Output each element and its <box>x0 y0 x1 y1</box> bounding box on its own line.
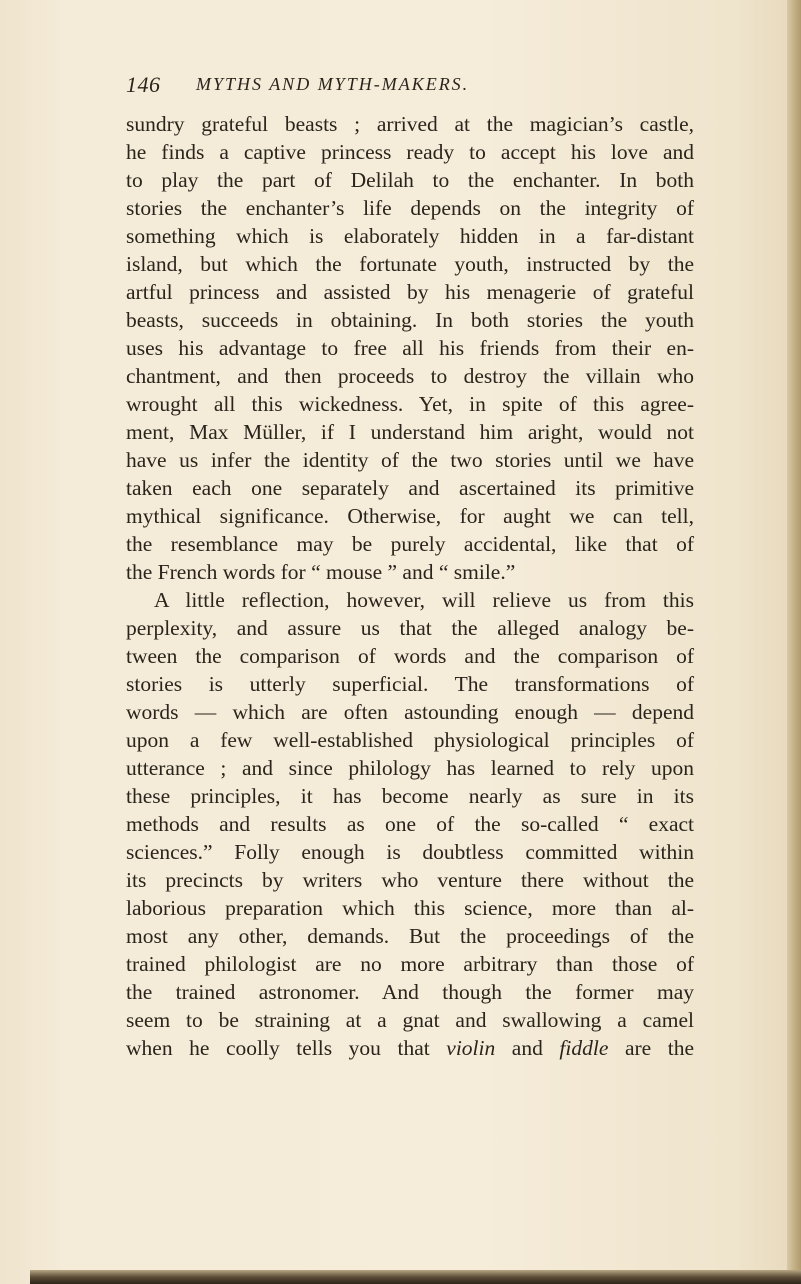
page-number: 146 <box>126 72 161 97</box>
text-line: methods and results as one of the so-called “ exact <box>126 812 694 836</box>
text-line: upon a few well-established physiological principles of <box>126 728 694 752</box>
running-title: MYTHS AND MYTH-MAKERS. <box>196 74 470 94</box>
italic-word-fiddle: fiddle <box>559 1036 609 1060</box>
text-line: something which is elaborately hidden in a far-distant <box>126 224 694 248</box>
text-line: words — which are often astounding enough — depend <box>126 700 694 724</box>
text-line: beasts, succeeds in obtaining. In both stories the youth <box>126 308 694 332</box>
text-run: are the <box>608 1036 695 1060</box>
text-line: utterance ; and since philology has learned to rely upon <box>126 756 694 780</box>
text-line: wrought all this wickedness. Yet, in spite of this agree- <box>126 392 694 416</box>
text-line: trained philologist are no more arbitrary than those of <box>126 952 694 976</box>
text-line: tween the comparison of words and the comparison of <box>126 644 694 668</box>
text-line: the resemblance may be purely accidental, like that of <box>126 532 694 556</box>
text-line: island, but which the fortunate youth, instructed by the <box>126 252 694 276</box>
text-line-italic-words <box>126 1034 694 1062</box>
text-line: mythical significance. Otherwise, for aught we can tell, <box>126 504 694 528</box>
italic-word-violin: violin <box>446 1036 496 1060</box>
text-run: and <box>495 1036 560 1060</box>
body-text <box>126 110 694 1062</box>
text-line: have us infer the identity of the two stories until we have <box>126 448 694 472</box>
paragraph-start-line: A little reflection, however, will relieve us from this <box>154 588 694 612</box>
text-line: most any other, demands. But the proceedings of the <box>126 924 694 948</box>
text-line: chantment, and then proceeds to destroy the villain who <box>126 364 694 388</box>
text-line: taken each one separately and ascertained its primitive <box>126 476 694 500</box>
text-line: perplexity, and assure us that the alleged analogy be- <box>126 616 694 640</box>
text-line: seem to be straining at a gnat and swallowing a camel <box>126 1008 694 1032</box>
text-line: ment, Max Müller, if I understand him aright, would not <box>126 420 694 444</box>
page-header <box>126 72 646 104</box>
text-line: stories is utterly superficial. The transformations of <box>126 672 694 696</box>
text-line: its precincts by writers who venture there without the <box>126 868 694 892</box>
text-line: sundry grateful beasts ; arrived at the magician’s castle, <box>126 112 694 136</box>
page-edge-bottom <box>30 1270 801 1284</box>
text-line: the trained astronomer. And though the former may <box>126 980 694 1004</box>
text-run: when he coolly tells you that <box>126 1036 447 1060</box>
text-line: these principles, it has become nearly as sure in its <box>126 784 694 808</box>
paragraph-end-line: the French words for “ mouse ” and “ smile.” <box>126 560 516 584</box>
text-line: stories the enchanter’s life depends on the integrity of <box>126 196 694 220</box>
text-line: artful princess and assisted by his menagerie of grateful <box>126 280 694 304</box>
text-line: uses his advantage to free all his friends from their en- <box>126 336 694 360</box>
text-line: laborious preparation which this science, more than al- <box>126 896 694 920</box>
text-line: sciences.” Folly enough is doubtless committed within <box>126 840 694 864</box>
page-edge-right <box>787 0 801 1284</box>
text-line: to play the part of Delilah to the enchanter. In both <box>126 168 694 192</box>
text-line: he finds a captive princess ready to accept his love and <box>126 140 694 164</box>
